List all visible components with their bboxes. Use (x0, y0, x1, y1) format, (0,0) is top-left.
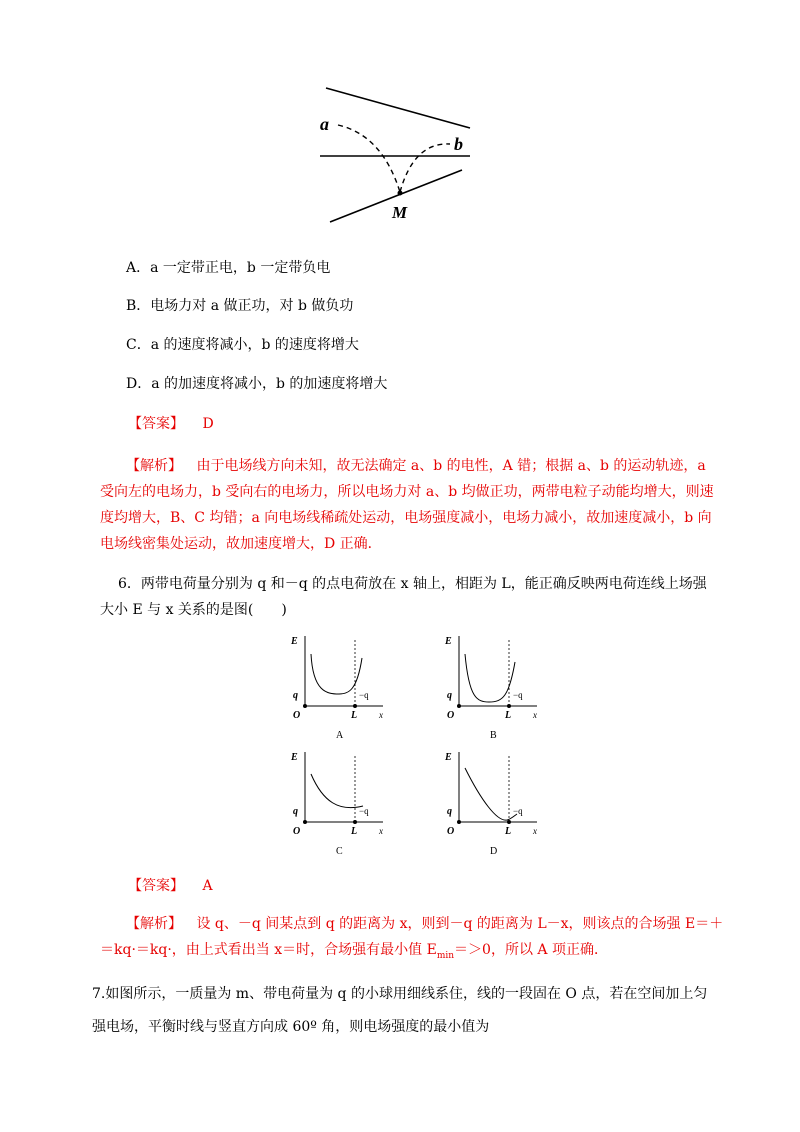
q6-stem-line-2: 大小 E 与 x 关系的是图( ) (100, 602, 287, 618)
analysis-line-3: 度均增大，B、C 均错；a 向电场线稀疏处运动，电场强度减小，电场力减小，故加速度减小，b 向 (100, 510, 712, 526)
graph-option-d (437, 748, 547, 862)
answer-row-q5 (128, 414, 214, 434)
L-label: L (351, 826, 358, 837)
axis-label-E: E (445, 752, 452, 763)
answer-value: D (202, 416, 214, 432)
graph-option-c (283, 748, 393, 862)
charge-label-neg-q: −q (359, 806, 369, 816)
label-b: b (454, 134, 463, 154)
analysis-tag: 【解析】 (126, 458, 182, 474)
q7-stem-line-1: 7.如图所示，一质量为 m、带电荷量为 q 的小球用细线系住，线的一段固在 O 点，若在空间加上匀 (92, 986, 708, 1002)
answer-row-q6 (128, 876, 213, 896)
charge-label-q: q (447, 690, 452, 701)
charge-label-q: q (293, 806, 298, 817)
axis-label-E: E (291, 636, 298, 647)
analysis-text: 设 q、－q 间某点到 q 的距离为 x，则到－q 的距离为 L－x，则该点的合场强 E＝＋ (196, 916, 724, 932)
graph-option-b (437, 632, 547, 746)
graph-letter: A (336, 730, 344, 741)
option-a: A．a 一定带正电，b 一定带负电 (126, 260, 331, 276)
point-M (398, 191, 403, 196)
trajectory-a (338, 125, 400, 192)
q6-stem-line-1: 6．两带电荷量分别为 q 和－q 的点电荷放在 x 轴上，相距为 L，能正确反映两电荷连线上场强 (118, 576, 707, 592)
charge-label-neg-q: −q (359, 690, 369, 700)
origin-label: O (293, 826, 301, 837)
x-axis-label: x (379, 710, 383, 720)
charge-label-q: q (447, 806, 452, 817)
q6-analysis-line-1 (126, 914, 723, 934)
option-d: D．a 的加速度将减小，b 的加速度将增大 (126, 376, 388, 392)
x-axis-label: x (533, 710, 537, 720)
analysis-tag: 【解析】 (126, 916, 182, 932)
analysis-line-4: 电场线密集处运动，故加速度增大，D 正确． (100, 536, 382, 552)
label-a: a (320, 114, 329, 134)
graph-letter: D (490, 846, 498, 857)
analysis-line-2: 受向左的电场力，b 受向右的电场力，所以电场力对 a、b 均做正功，两带电粒子动能均增大，则速 (100, 484, 714, 500)
charge-label-q: q (293, 690, 298, 701)
label-M: M (392, 203, 408, 222)
q7-stem-line-2: 强电场，平衡时线与竖直方向成 60º 角，则电场强度的最小值为 (92, 1019, 490, 1035)
graph-letter: B (490, 730, 497, 741)
analysis-text: ＝kq·＝kq·，由上式看出当 x＝时，合场强有最小值 E (100, 942, 437, 958)
graph-letter: C (336, 846, 343, 857)
x-axis-label: x (533, 826, 537, 836)
L-label: L (505, 826, 512, 837)
axis-label-E: E (291, 752, 298, 763)
answer-tag: 【答案】 (128, 878, 184, 894)
q6-analysis-line-2 (100, 940, 608, 966)
axis-label-E: E (445, 636, 452, 647)
graph-option-a (283, 632, 393, 746)
origin-label: O (293, 710, 301, 721)
L-label: L (351, 710, 358, 721)
x-axis-label: x (379, 826, 383, 836)
answer-tag: 【答案】 (128, 416, 184, 432)
origin-label: O (447, 826, 455, 837)
origin-label: O (447, 710, 455, 721)
analysis-line-1 (126, 456, 706, 476)
analysis-text: 由于电场线方向未知，故无法确定 a、b 的电性，A 错；根据 a、b 的运动轨迹，a (196, 458, 706, 474)
L-label: L (505, 710, 512, 721)
charge-label-neg-q: −q (513, 806, 523, 816)
charge-label-neg-q: −q (513, 690, 523, 700)
option-c: C．a 的速度将减小，b 的速度将增大 (126, 337, 359, 353)
upper-field-line (326, 88, 470, 128)
analysis-text-end: ＝＞0，所以 A 项正确． (454, 942, 608, 958)
option-b: B．电场力对 a 做正功，对 b 做负功 (126, 298, 354, 314)
answer-value: A (202, 878, 213, 894)
field-trajectory-figure (310, 80, 480, 230)
subscript: min (436, 950, 455, 961)
